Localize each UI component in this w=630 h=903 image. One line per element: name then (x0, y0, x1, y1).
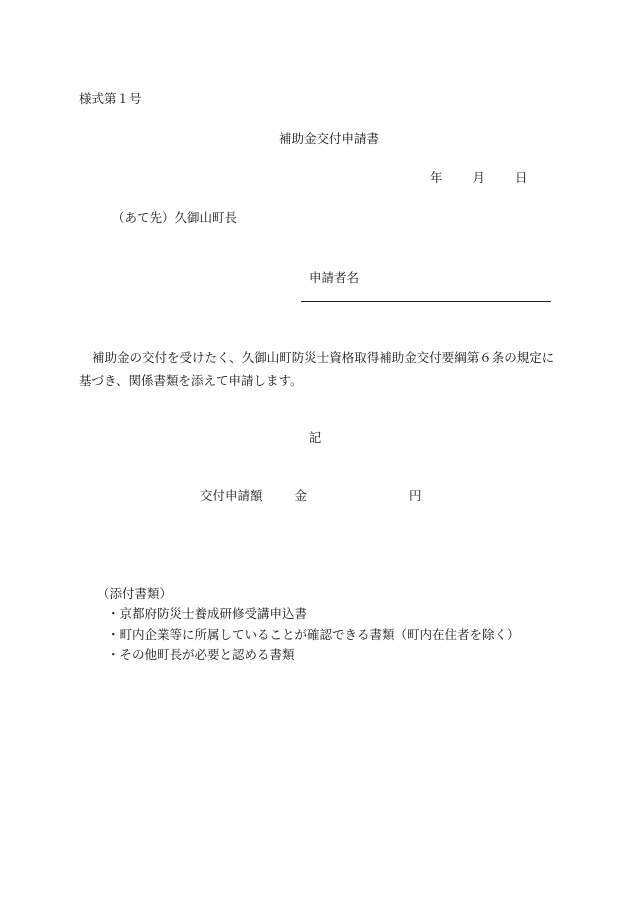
applicant-name-underline (301, 301, 551, 302)
application-body-text: 補助金の交付を受けたく、久御山町防災士資格取得補助金交付要綱第６条の規定に基づき、関係書類を添えて申請します。 (79, 350, 555, 388)
amount-unit: 円 (409, 488, 422, 503)
attachment-item: ・その他町長が必要と認める書類 (107, 647, 295, 662)
amount-row (200, 488, 422, 503)
ki-heading: 記 (308, 430, 322, 445)
date-day-label: 日 (515, 170, 528, 185)
attachments-heading: （添付書類） (97, 586, 173, 601)
form-number: 様式第１号 (79, 91, 142, 106)
attachment-item: ・町内企業等に所属していることが確認できる書類（町内在住者を除く） (107, 627, 520, 642)
amount-label: 交付申請額 (200, 488, 263, 503)
date-month-label: 月 (472, 170, 486, 185)
document-title: 補助金交付申請書 (278, 131, 379, 146)
applicant-name-label: 申請者名 (309, 270, 360, 285)
addressee: （あて先）久御山町長 (112, 210, 238, 225)
attachment-item: ・京都府防災士養成研修受講申込書 (107, 606, 308, 621)
date-line (430, 170, 528, 185)
amount-prefix: 金 (294, 488, 308, 503)
date-year-label: 年 (430, 170, 443, 185)
